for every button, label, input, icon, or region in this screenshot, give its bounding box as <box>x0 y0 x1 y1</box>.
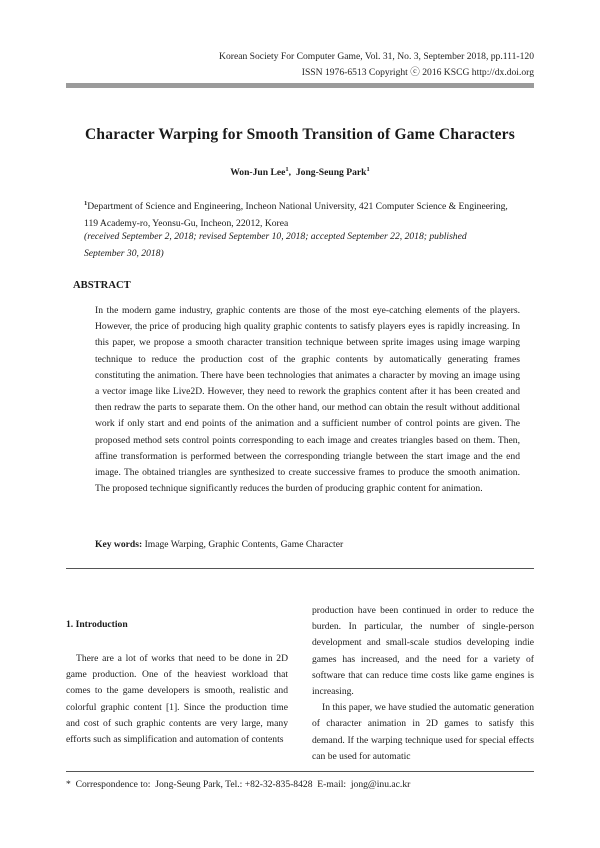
received-dates-line: September 30, 2018) <box>84 247 164 259</box>
journal-issn: ISSN 1976-6513 Copyright ⓒ 2016 KSCG http://dx.doi.org <box>301 67 534 78</box>
body-left-column <box>66 651 288 748</box>
received-dates-line: (received September 2, 2018; revised September 10, 2018; accepted September 22, 2018; published <box>84 231 467 242</box>
abstract-divider <box>66 568 534 569</box>
received-dates <box>84 229 524 262</box>
keywords-label: Key words: <box>95 539 143 550</box>
affiliation <box>84 196 524 232</box>
author-separator: , <box>288 167 296 179</box>
affiliation-marker: 1 <box>285 166 289 173</box>
section-heading: 1. Introduction <box>66 619 128 630</box>
affiliation-marker: 1 <box>366 166 370 173</box>
journal-citation: Korean Society For Computer Game, Vol. 31, No. 3, September 2018, pp.111-120 <box>219 51 534 62</box>
author-name: Won-Jun Lee <box>230 167 286 179</box>
body-paragraph: production have been continued in order to reduce the burden. In particular, the number of single-person development and small-scale studios developing indie games has increased, and the need for a variety of software that can reduce time costs like game engines is increasing. <box>312 605 534 698</box>
correspondence-footnote: * Correspondence to: Jong-Seung Park, Tel.: +82-32-835-8428 E-mail: jong@inu.ac.kr <box>66 779 411 790</box>
keywords-text: Image Warping, Graphic Contents, Game Character <box>142 539 344 550</box>
affiliation-text: Department of Science and Engineering, Incheon National University, 421 Computer Science & Engineering, 119 Academy-ro, Yeonsu-Gu, Incheon, 22012, Korea <box>84 201 508 229</box>
body-paragraph: There are a lot of works that need to be done in 2D game production. One of the heaviest workload that comes to the game developers is smooth, realistic and colorful graphic content [1]. Since the production time and cost of such graphic contents are very large, many efforts such as simplification and automation of contents <box>66 653 288 746</box>
body-paragraph: In this paper, we have studied the automatic generation of character animation in 2D games to satisfy this demand. If the warping technique used for special effects can be used for automatic <box>312 702 534 762</box>
affiliation-marker: 1 <box>84 200 88 207</box>
body-right-column <box>312 603 534 765</box>
paper-title: Character Warping for Smooth Transition of Game Characters <box>85 126 515 143</box>
author-list <box>0 166 600 178</box>
journal-header <box>219 49 534 81</box>
keywords <box>95 539 343 550</box>
abstract-heading: ABSTRACT <box>73 280 131 291</box>
abstract-text: In the modern game industry, graphic contents are those of the most eye-catching elements of the players. However, the price of producing high quality graphic contents to satisfy players eyes is rapidly increasing. In this paper, we propose a smooth character transition technique between sprite images using image warping technique to reduce the production cost of the graphic contents by automatically generating frames constituting the animation. There have been technologies that animates a character by moving an image using a vector image like Live2D. However, they need to rework the graphics content after it has been created and then redraw the parts to separate them. On the other hand, our method can obtain the result without additional work if only start and end points of the animation and a sufficient number of control points are given. The proposed method sets control points corresponding to each image and creates triangles based on them. Then, affine transformation is performed between the corresponding triangle between the start image and the end image. The obtained triangles are synthesized to create successive frames to produce the smooth animation. The proposed technique significantly reduces the burden of producing graphic content for animation. <box>95 305 520 495</box>
footnote-divider <box>66 771 534 772</box>
header-divider <box>66 83 534 88</box>
author-name: Jong-Seung Park <box>295 167 367 179</box>
